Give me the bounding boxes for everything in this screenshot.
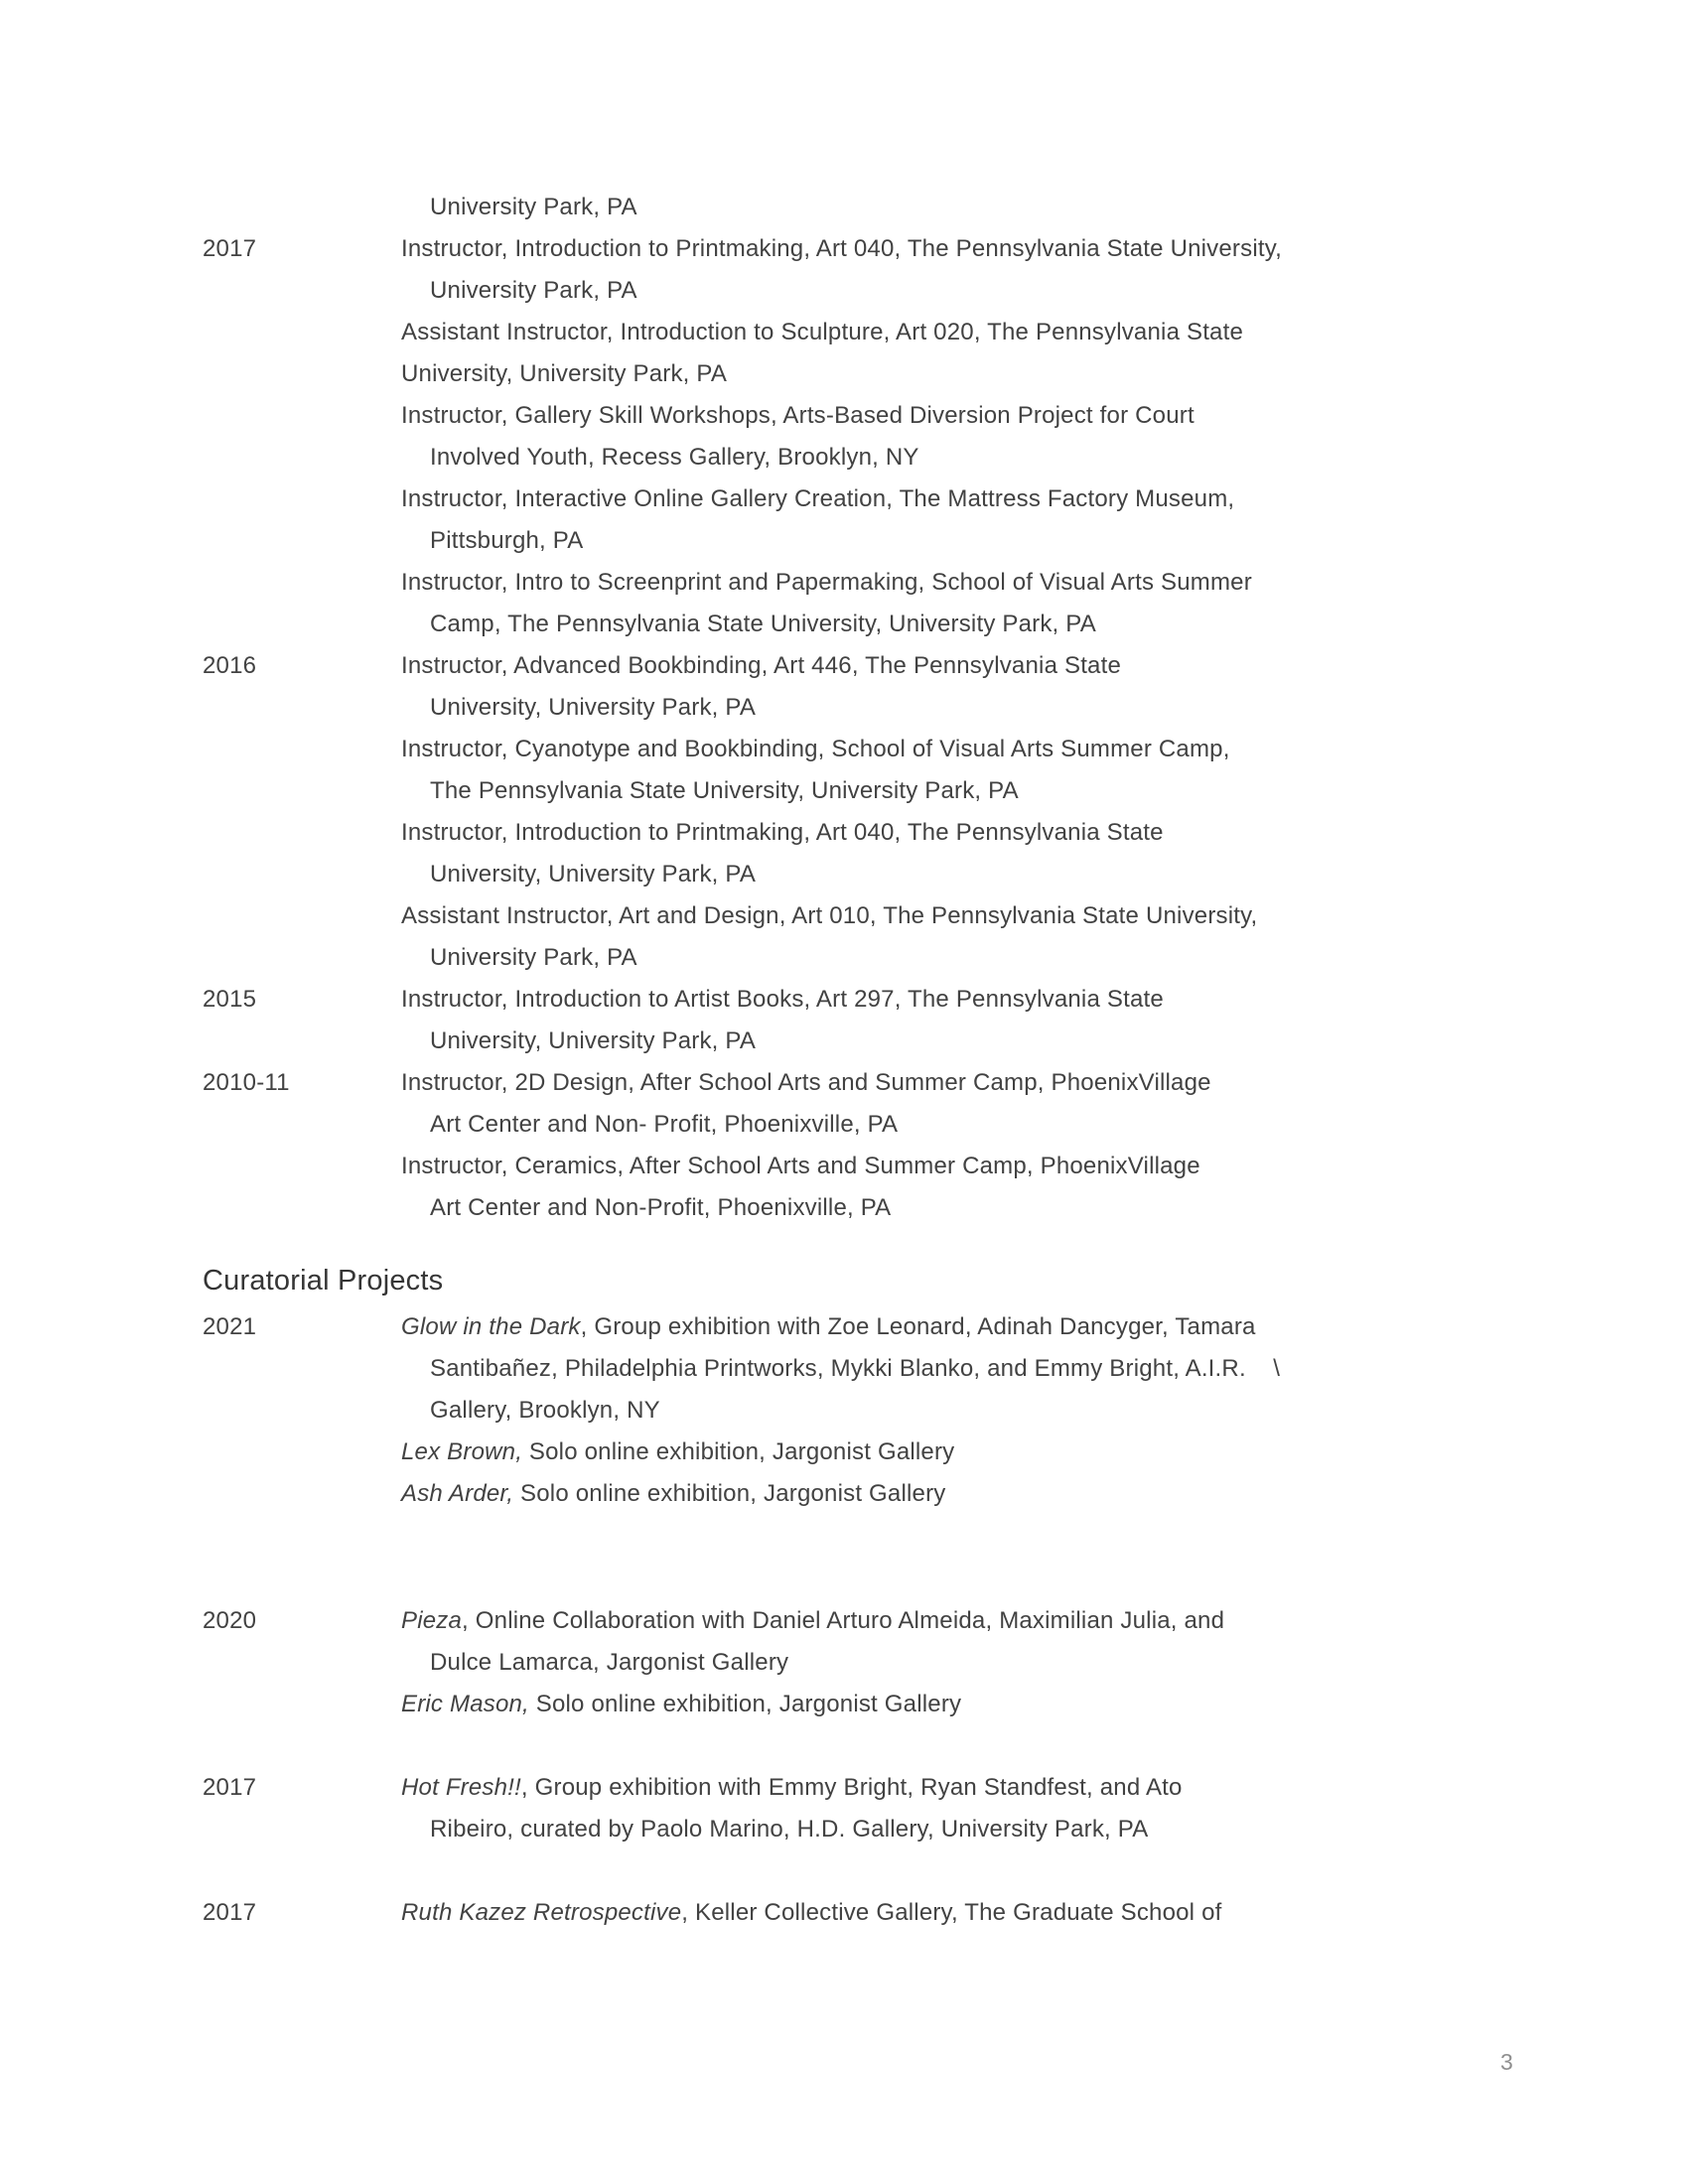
cv-entry [203, 187, 1509, 228]
entry-body [401, 187, 1509, 228]
cv-entry [203, 395, 1509, 478]
entry-title-italic: Pieza [401, 1607, 463, 1634]
cv-entry [203, 562, 1509, 645]
entry-line: Lex Brown, Solo online exhibition, Jargonist Gallery [401, 1438, 955, 1465]
entry-body [401, 1600, 1509, 1684]
entry-line: Ash Arder, Solo online exhibition, Jargonist Gallery [401, 1480, 946, 1507]
entry-body [401, 895, 1509, 979]
entry-line: Ruth Kazez Retrospective, Keller Collective Gallery, The Graduate School of [401, 1899, 1222, 1926]
entry-body [401, 562, 1509, 645]
entry-line: Santibañez, Philadelphia Printworks, Mykki Blanko, and Emmy Bright, A.I.R. \ [430, 1355, 1281, 1382]
cv-entry [203, 1432, 1509, 1473]
entry-line: University Park, PA [430, 194, 637, 220]
cv-entry [203, 1146, 1509, 1229]
entry-line: Involved Youth, Recess Gallery, Brooklyn, NY [430, 444, 919, 471]
entry-line: University Park, PA [430, 944, 637, 971]
entry-line: The Pennsylvania State University, University Park, PA [430, 777, 1019, 804]
entry-line: University Park, PA [430, 277, 637, 304]
entry-body [401, 1684, 1509, 1725]
entry-title-italic: Eric Mason, [401, 1691, 529, 1717]
entry-line: University, University Park, PA [430, 694, 757, 721]
entry-year: 2021 [203, 1313, 257, 1340]
section-heading: Curatorial Projects [203, 1265, 444, 1297]
entry-line: Eric Mason, Solo online exhibition, Jargonist Gallery [401, 1691, 962, 1717]
entry-line: Instructor, Introduction to Printmaking, Art 040, The Pennsylvania State [401, 819, 1164, 846]
cv-entry [203, 812, 1509, 895]
entry-line: Instructor, Introduction to Printmaking, Art 040, The Pennsylvania State University, [401, 235, 1283, 262]
cv-entry [203, 1892, 1509, 1934]
entry-body [401, 1146, 1509, 1229]
entry-line: Instructor, Interactive Online Gallery Creation, The Mattress Factory Museum, [401, 485, 1235, 512]
cv-entry [203, 1767, 1509, 1850]
teaching-experience-continued [203, 187, 1509, 1229]
entry-body [401, 228, 1509, 312]
entry-line: Assistant Instructor, Introduction to Sculpture, Art 020, The Pennsylvania State [401, 319, 1244, 345]
curatorial-projects [203, 1259, 1509, 1934]
entry-year: 2015 [203, 986, 257, 1013]
entry-line: Instructor, Gallery Skill Workshops, Arts-Based Diversion Project for Court [401, 402, 1195, 429]
cv-entry [203, 1062, 1509, 1146]
entry-body [401, 1892, 1509, 1934]
document-content [203, 187, 1509, 1934]
entry-line: Gallery, Brooklyn, NY [430, 1397, 660, 1424]
entry-line: Art Center and Non-Profit, Phoenixville, PA [430, 1194, 892, 1221]
entry-body [401, 1432, 1509, 1473]
entry-line: Camp, The Pennsylvania State University, University Park, PA [430, 611, 1096, 637]
entry-line: Instructor, Cyanotype and Bookbinding, School of Visual Arts Summer Camp, [401, 736, 1230, 762]
entry-year: 2016 [203, 652, 257, 679]
entry-year: 2017 [203, 235, 257, 262]
entry-line: Instructor, 2D Design, After School Arts and Summer Camp, PhoenixVillage [401, 1069, 1211, 1096]
entry-line: Art Center and Non- Profit, Phoenixville, PA [430, 1111, 899, 1138]
entry-line: University, University Park, PA [430, 861, 757, 887]
entry-body [401, 312, 1509, 395]
entry-body [401, 1473, 1509, 1515]
entry-title-italic: Glow in the Dark [401, 1313, 581, 1340]
cv-entry [203, 895, 1509, 979]
entry-title-italic: Ruth Kazez Retrospective [401, 1899, 682, 1926]
entry-body [401, 395, 1509, 478]
entry-year: 2020 [203, 1607, 257, 1634]
cv-entry [203, 1600, 1509, 1684]
entry-body [401, 478, 1509, 562]
entry-year: 2010-11 [203, 1069, 290, 1096]
entry-line: University, University Park, PA [401, 360, 728, 387]
entry-line: Pieza, Online Collaboration with Daniel Arturo Almeida, Maximilian Julia, and [401, 1607, 1225, 1634]
entry-body [401, 645, 1509, 729]
entry-body [401, 812, 1509, 895]
cv-entry [203, 1473, 1509, 1515]
entry-body [401, 979, 1509, 1062]
entry-body [401, 1306, 1509, 1432]
cv-entry [203, 979, 1509, 1062]
entry-line: Ribeiro, curated by Paolo Marino, H.D. Gallery, University Park, PA [430, 1816, 1149, 1843]
cv-entry [203, 312, 1509, 395]
entry-line: Instructor, Introduction to Artist Books, Art 297, The Pennsylvania State [401, 986, 1164, 1013]
entry-line: University, University Park, PA [430, 1027, 757, 1054]
entry-line: Instructor, Ceramics, After School Arts and Summer Camp, PhoenixVillage [401, 1153, 1200, 1179]
cv-entry [203, 645, 1509, 729]
entry-year: 2017 [203, 1774, 257, 1801]
cv-entry [203, 729, 1509, 812]
entry-line: Pittsburgh, PA [430, 527, 584, 554]
entry-line: Instructor, Intro to Screenprint and Papermaking, School of Visual Arts Summer [401, 569, 1252, 596]
cv-entry [203, 228, 1509, 312]
entry-body [401, 729, 1509, 812]
entry-line: Hot Fresh!!, Group exhibition with Emmy Bright, Ryan Standfest, and Ato [401, 1774, 1183, 1801]
cv-entry [203, 478, 1509, 562]
entry-body [401, 1767, 1509, 1850]
entry-line: Assistant Instructor, Art and Design, Art 010, The Pennsylvania State University, [401, 902, 1258, 929]
entry-line: Instructor, Advanced Bookbinding, Art 446, The Pennsylvania State [401, 652, 1122, 679]
entry-title-italic: Hot Fresh!! [401, 1774, 521, 1801]
entry-body [401, 1062, 1509, 1146]
page-number: 3 [1500, 2049, 1513, 2075]
cv-entry [203, 1306, 1509, 1432]
entry-year: 2017 [203, 1899, 257, 1926]
entry-line: Dulce Lamarca, Jargonist Gallery [430, 1649, 789, 1676]
entry-title-italic: Lex Brown, [401, 1438, 523, 1465]
entry-title-italic: Ash Arder, [401, 1480, 514, 1507]
entry-line: Glow in the Dark, Group exhibition with Zoe Leonard, Adinah Dancyger, Tamara [401, 1313, 1256, 1340]
cv-entry [203, 1684, 1509, 1725]
